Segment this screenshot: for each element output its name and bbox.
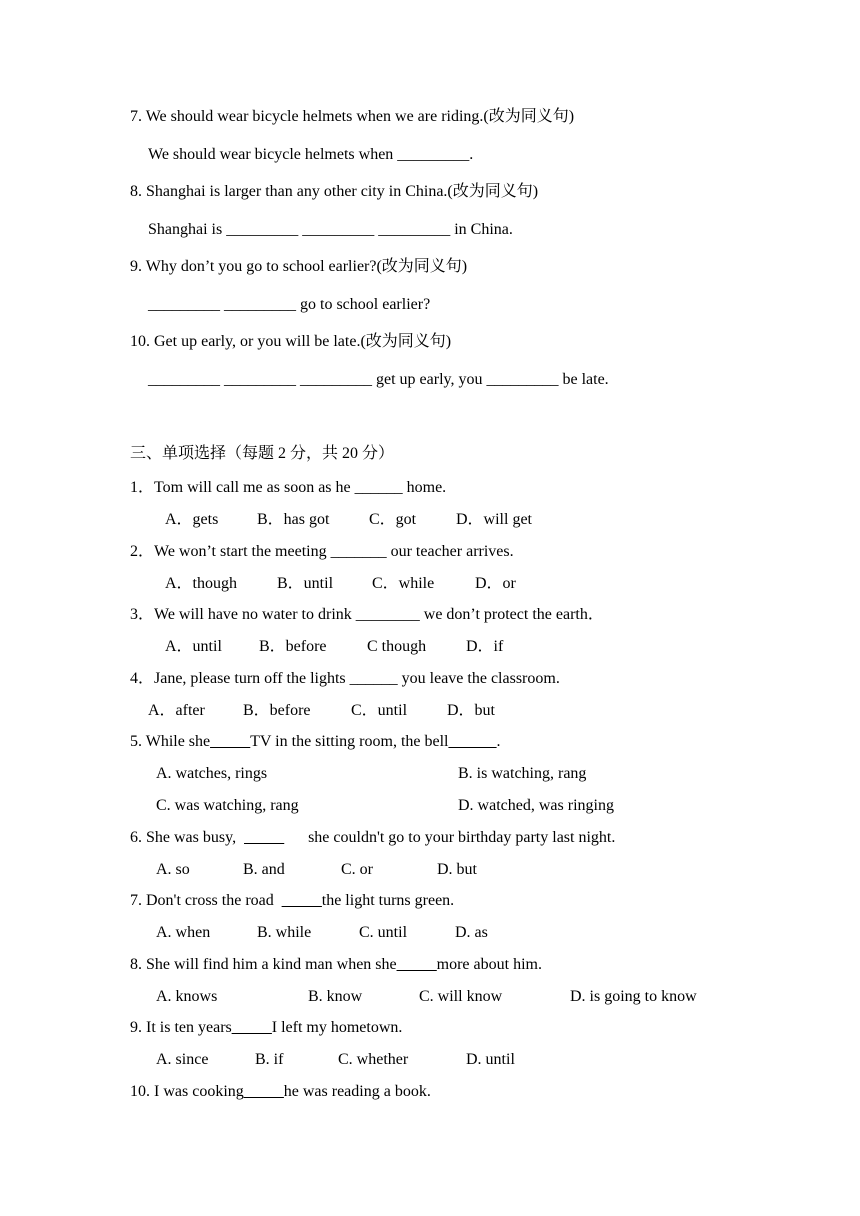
mc-question-3-option-c: C though	[367, 638, 427, 655]
question-9-answer-line: _________ _________ go to school earlier?	[148, 296, 431, 313]
mc-question-6-stem	[130, 828, 615, 848]
question-8-prompt: 8. Shanghai is larger than any other city in China.(改为同义句)	[130, 183, 539, 200]
mc-question-6-option-c: C. or	[341, 861, 373, 878]
mc-question-6-option-d: D. but	[437, 861, 477, 878]
mc-question-1-stem: 1．Tom will call me as soon as he ______ home.	[130, 479, 447, 496]
stem-text: 10. I was cooking	[130, 1083, 244, 1100]
mc-question-2-stem: 2．We won’t start the meeting _______ our teacher arrives.	[130, 543, 514, 560]
mc-question-8-option-c: C. will know	[419, 988, 503, 1005]
stem-text: I left my hometown.	[271, 1019, 403, 1036]
mc-question-1-option-d: D．will get	[456, 511, 532, 528]
mc-question-2-option-a: A．though	[165, 575, 238, 592]
mc-question-4-stem: 4．Jane, please turn off the lights ______ you leave the classroom.	[130, 670, 560, 687]
mc-question-8-option-d: D. is going to know	[570, 988, 697, 1005]
mc-question-7-option-d: D. as	[455, 924, 488, 941]
stem-text: 8. She will find him a kind man when she	[130, 956, 397, 973]
mc-question-5-option-d: D. watched, was ringing	[458, 797, 614, 814]
mc-question-1-option-b: B．has got	[257, 511, 330, 528]
mc-question-9-stem	[130, 1018, 402, 1038]
mc-question-5-option-c: C. was watching, rang	[156, 797, 299, 814]
stem-text: 7. Don't cross the road	[130, 892, 282, 909]
answer-blank: ______	[448, 733, 497, 750]
answer-blank: _____	[396, 956, 437, 973]
mc-question-6-option-b: B. and	[243, 861, 285, 878]
mc-question-5-option-a: A. watches, rings	[156, 765, 268, 782]
question-10-answer-line: _________ _________ _________ get up early, you _________ be late.	[148, 371, 609, 388]
mc-question-1-option-c: C．got	[369, 511, 417, 528]
mc-question-5-option-b: B. is watching, rang	[458, 765, 587, 782]
mc-question-6-option-a: A. so	[156, 861, 190, 878]
mc-question-2-option-c: C．while	[372, 575, 435, 592]
mc-question-5-stem	[130, 732, 501, 752]
question-7-answer-line: We should wear bicycle helmets when _________.	[148, 146, 474, 163]
mc-question-8-stem	[130, 955, 542, 975]
mc-question-8-option-a: A. knows	[156, 988, 218, 1005]
mc-question-2-option-d: D．or	[475, 575, 516, 592]
stem-text: 5. While she	[130, 733, 211, 750]
question-9-prompt: 9. Why don’t you go to school earlier?(改为同义句)	[130, 258, 468, 275]
mc-question-7-option-b: B. while	[257, 924, 312, 941]
mc-question-4-option-b: B．before	[243, 702, 311, 719]
mc-question-7-option-c: C. until	[359, 924, 408, 941]
answer-blank: _____	[243, 1083, 284, 1100]
mc-question-3-option-b: B．before	[259, 638, 327, 655]
mc-question-4-option-a: A．after	[148, 702, 205, 719]
mc-question-4-option-d: D．but	[447, 702, 496, 719]
mc-question-9-option-a: A. since	[156, 1051, 209, 1068]
question-10-prompt: 10. Get up early, or you will be late.(改为同义句)	[130, 333, 452, 350]
mc-question-2-option-b: B．until	[277, 575, 334, 592]
answer-blank: _____	[210, 733, 251, 750]
mc-question-8-option-b: B. know	[308, 988, 363, 1005]
mc-question-7-stem	[130, 891, 454, 911]
stem-text: she couldn't go to your birthday party last night.	[284, 829, 616, 846]
stem-text: 6. She was busy,	[130, 829, 245, 846]
stem-text: more about him.	[436, 956, 542, 973]
question-8-answer-line: Shanghai is _________ _________ _________ in China.	[148, 221, 513, 238]
mc-question-9-option-d: D. until	[466, 1051, 515, 1068]
mc-question-9-option-b: B. if	[255, 1051, 284, 1068]
mc-question-3-stem: 3．We will have no water to drink ________ we don’t protect the earth．	[130, 606, 604, 623]
stem-text: TV in the sitting room, the bell	[250, 733, 449, 750]
question-7-prompt: 7. We should wear bicycle helmets when we are riding.(改为同义句)	[130, 108, 575, 125]
answer-blank: _____	[231, 1019, 272, 1036]
mc-question-4-option-c: C．until	[351, 702, 408, 719]
stem-text: 9. It is ten years	[130, 1019, 232, 1036]
stem-text: the light turns green.	[321, 892, 455, 909]
stem-text: he was reading a book.	[283, 1083, 431, 1100]
mc-question-10-stem	[130, 1082, 431, 1102]
answer-blank: _____	[244, 829, 285, 846]
answer-blank: _____	[281, 892, 322, 909]
section-heading: 三、单项选择（每题 2 分，共 20 分）	[130, 445, 395, 462]
mc-question-1-option-a: A．gets	[165, 511, 219, 528]
mc-question-3-option-d: D．if	[466, 638, 504, 655]
mc-question-9-option-c: C. whether	[338, 1051, 409, 1068]
mc-question-3-option-a: A．until	[165, 638, 222, 655]
mc-question-7-option-a: A. when	[156, 924, 211, 941]
stem-text: .	[496, 733, 501, 750]
